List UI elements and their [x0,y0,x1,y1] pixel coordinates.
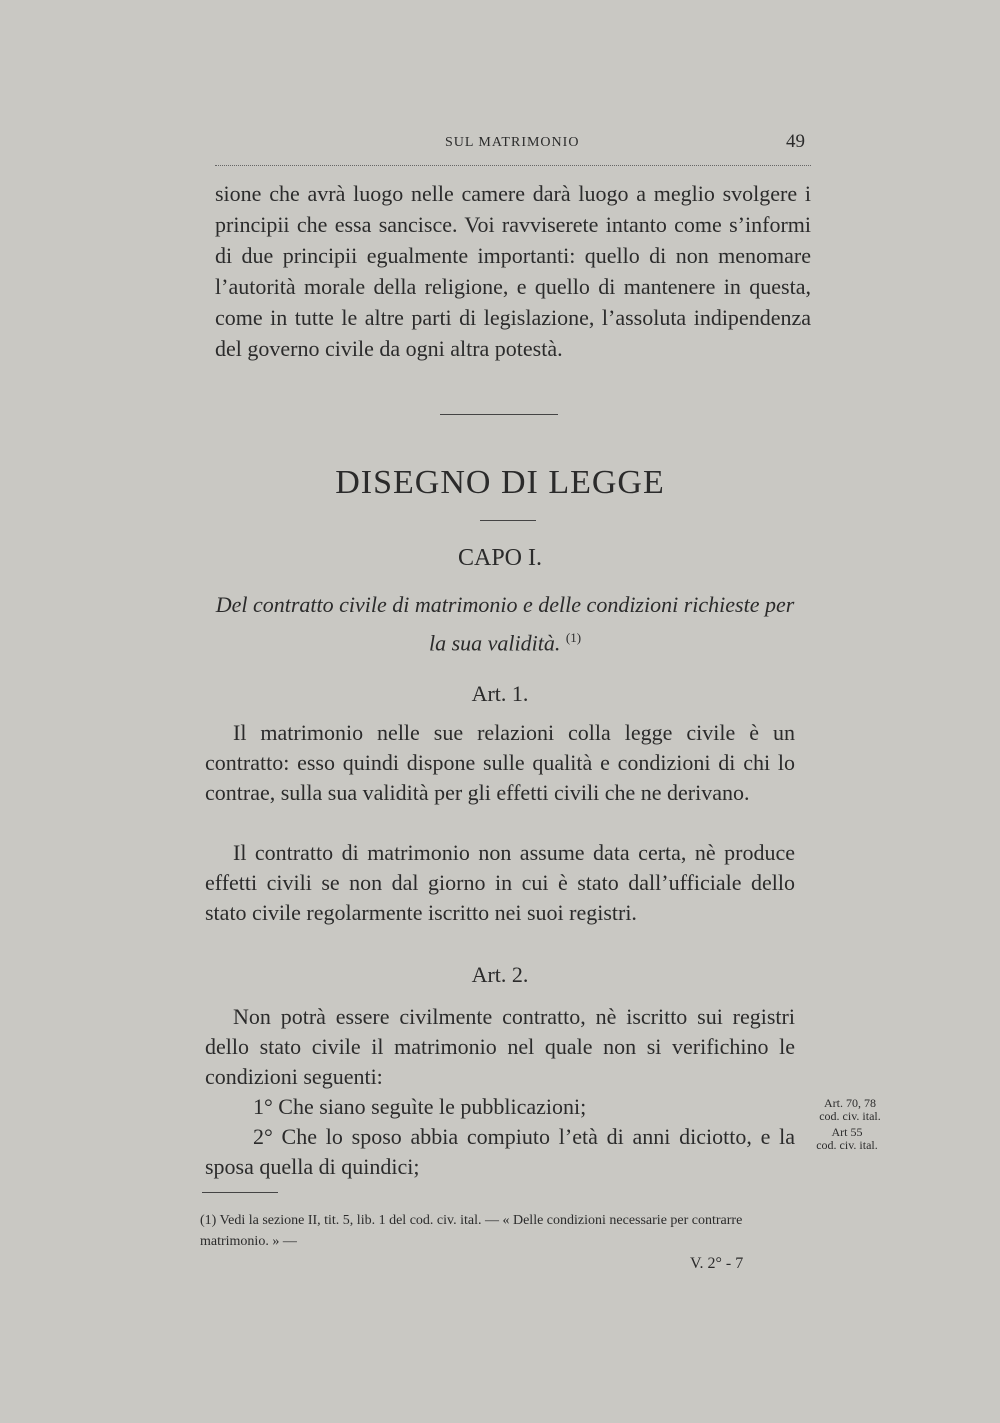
chapter-subtitle [215,588,795,659]
page-number: 49 [786,131,805,152]
article-2-clause-1: 1° Che siano seguìte le pubblicazioni; [253,1094,587,1119]
article-2-paragraph-1: Non potrà essere civilmente contratto, nè iscritto sui registri dello stato civile il matrimonio nel quale non si verifichino le condizioni seguenti: [205,1004,795,1089]
chapter-heading: CAPO I. [457,545,542,571]
margin-note-2-code: cod. civ. ital. [816,1138,878,1152]
printer-signature: V. 2° - 7 [690,1255,744,1272]
footnote-rule [202,1192,278,1193]
margin-note-2 [797,1126,897,1152]
article-1-paragraph-2: Il contratto di matrimonio non assume data certa, nè produce effetti civili se non dal giorno in cui è stato dall’ufficiale dello stato civile regolarmente iscritto nei suoi registri. [205,840,795,925]
margin-note-1 [800,1097,900,1123]
running-head: SUL MATRIMONIO [445,135,580,150]
article-1-paragraph-1: Il matrimonio nelle sue relazioni colla legge civile è un contratto: esso quindi dispone sulle qualità e condizioni di chi lo contrae, sulla sua validità per gli effetti civili che ne derivano. [205,720,795,805]
article-2-clause-2: 2° Che lo sposo abbia compiuto l’età di anni diciotto, e la sposa quella di quindici; [205,1124,795,1179]
margin-note-1-ref: Art. 70, 78 [824,1096,876,1110]
title-divider [480,520,536,521]
section-divider [440,414,558,415]
footnote: (1) Vedi la sezione II, tit. 5, lib. 1 del cod. civ. ital. — « Delle condizioni necessarie per contrarre matrimonio. » — [200,1213,743,1249]
page-header [215,131,811,166]
margin-note-1-code: cod. civ. ital. [819,1109,881,1123]
article-2-heading: Art. 2. [471,962,529,987]
chapter-subtitle-text: Del contratto civile di matrimonio e delle condizioni richieste per la sua validità. [215,592,795,656]
margin-note-2-ref: Art 55 [831,1125,863,1139]
footnote-reference: (1) [565,630,582,645]
bill-title: DISEGNO DI LEGGE [335,464,665,501]
intro-paragraph: sione che avrà luogo nelle camere darà luogo a meglio svolgere i principii che essa sancisce. Voi ravviserete intanto come s’informi di due principii egualmente importanti: quello di non menomare l’autorità morale della religione, e quello di mantenere in questa, come in tutte le altre parti di legislazione, l’assoluta indipendenza del governo civile da ogni altra potestà. [215,181,811,361]
article-1-heading: Art. 1. [471,681,529,706]
